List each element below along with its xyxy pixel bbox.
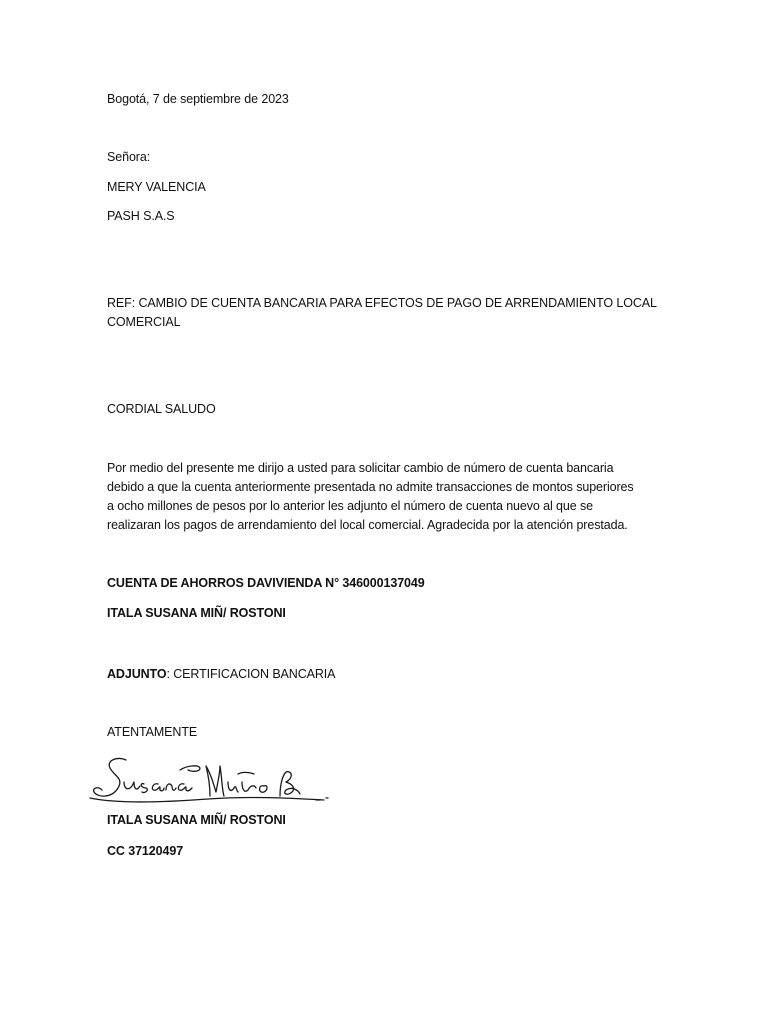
- closing: ATENTAMENTE: [107, 725, 198, 739]
- attachment-line: [107, 665, 335, 684]
- attachment-label: ADJUNTO: [107, 667, 167, 681]
- reference-line-1: REF: CAMBIO DE CUENTA BANCARIA PARA EFECTOS DE PAGO DE ARRENDAMIENTO LOCAL: [107, 296, 657, 310]
- recipient-name: MERY VALENCIA: [107, 180, 206, 194]
- account-holder: ITALA SUSANA MIÑ/ ROSTONI: [107, 606, 286, 620]
- recipient-company: PASH S.A.S: [107, 209, 175, 223]
- signature-id: CC 37120497: [107, 844, 184, 858]
- recipient-salutation: Señora:: [107, 150, 151, 164]
- account-line: CUENTA DE AHORROS DAVIVIENDA N° 346000137049: [107, 576, 425, 590]
- handwritten-signature: [88, 752, 338, 818]
- letter-date: Bogotá, 7 de septiembre de 2023: [107, 92, 289, 106]
- body-line: a ocho millones de pesos por lo anterior les adjunto el número de cuenta nuevo al que se: [107, 499, 593, 513]
- attachment-value: : CERTIFICACION BANCARIA: [166, 667, 336, 681]
- body-line: Por medio del presente me dirijo a usted para solicitar cambio de número de cuenta bancaria: [107, 461, 614, 475]
- body-line: debido a que la cuenta anteriormente presentada no admite transacciones de montos superiores: [107, 480, 634, 494]
- body-line: realizaran los pagos de arrendamiento del local comercial. Agradecida por la atención prestada.: [107, 518, 628, 532]
- signature-name: ITALA SUSANA MIÑ/ ROSTONI: [107, 813, 286, 827]
- reference-line-2: COMERCIAL: [107, 315, 181, 329]
- body-paragraph: [107, 459, 667, 535]
- greeting: CORDIAL SALUDO: [107, 402, 216, 416]
